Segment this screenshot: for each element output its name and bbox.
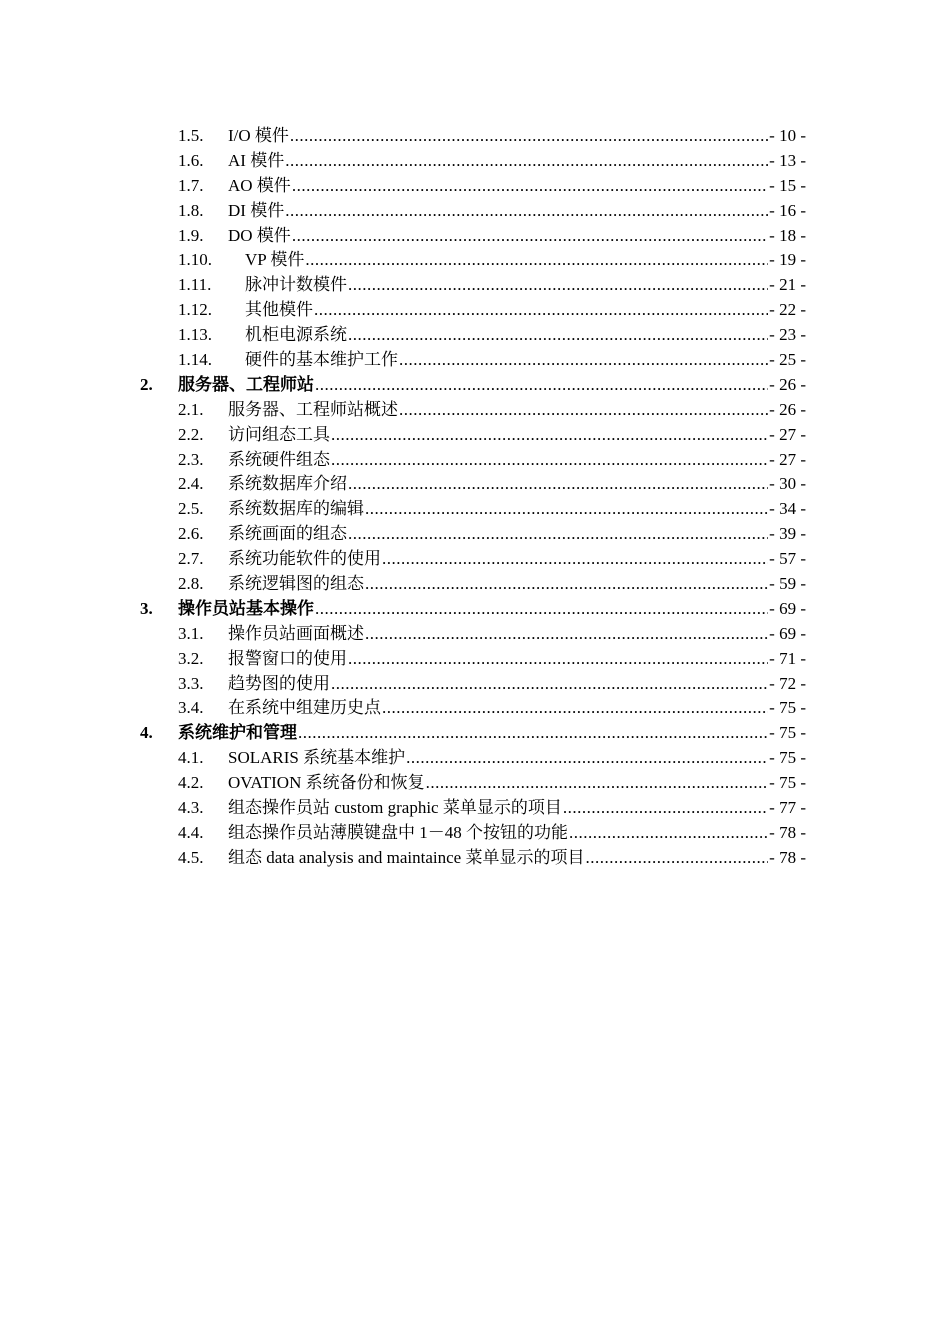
toc-entry-title: 组态操作员站 custom graphic 菜单显示的项目 [228, 798, 562, 818]
toc-dot-leader [563, 796, 768, 821]
toc-entry-page: - 25 - [769, 350, 806, 370]
toc-entry-title: VP 模件 [245, 250, 305, 270]
toc-dot-leader [314, 298, 768, 323]
toc-dot-leader [365, 497, 768, 522]
toc-dot-leader [382, 696, 768, 721]
toc-entry-number: 2.3. [178, 449, 204, 469]
toc-dot-leader [305, 248, 768, 273]
toc-entry-page: - 78 - [769, 822, 806, 842]
toc-entry-number: 2.4. [178, 474, 204, 494]
toc-entry-number: 2.1. [178, 399, 204, 419]
toc-entry[interactable] [140, 647, 806, 672]
toc-entry-number: 4.2. [178, 773, 204, 793]
toc-entry-number: 2.7. [178, 549, 204, 569]
toc-entry-title: 服务器、工程师站概述 [228, 399, 398, 419]
toc-entry[interactable] [140, 696, 806, 721]
toc-entry-title: 系统画面的组态 [228, 524, 347, 544]
toc-dot-leader [331, 448, 768, 473]
toc-entry[interactable] [140, 472, 806, 497]
toc-entry-title: 操作员站画面概述 [228, 623, 364, 643]
toc-entry-page: - 30 - [769, 474, 806, 494]
toc-entry-title: 脉冲计数模件 [245, 275, 347, 295]
toc-entry-number: 3.3. [178, 673, 204, 693]
toc-entry-title: AO 模件 [228, 175, 291, 195]
toc-entry-page: - 69 - [769, 598, 806, 618]
toc-entry-number: 3.2. [178, 648, 204, 668]
toc-entry-page: - 23 - [769, 325, 806, 345]
toc-entry-page: - 15 - [769, 175, 806, 195]
toc-entry-page: - 27 - [769, 449, 806, 469]
toc-entry-title: 硬件的基本维护工作 [245, 350, 398, 370]
toc-entry-title: OVATION 系统备份和恢复 [228, 773, 425, 793]
toc-entry-page: - 34 - [769, 499, 806, 519]
toc-entry-number: 2.5. [178, 499, 204, 519]
toc-entry-page: - 78 - [769, 847, 806, 867]
toc-dot-leader [348, 472, 768, 497]
toc-entry-title: 组态操作员站薄膜键盘中 1－48 个按钮的功能 [228, 822, 568, 842]
toc-entry-page: - 71 - [769, 648, 806, 668]
toc-entry[interactable] [140, 796, 806, 821]
toc-entry-title: 访问组态工具 [228, 424, 330, 444]
toc-dot-leader [365, 572, 768, 597]
toc-entry[interactable] [140, 821, 806, 846]
toc-entry-number: 1.13. [178, 325, 212, 345]
toc-entry-number: 2.2. [178, 424, 204, 444]
toc-entry-title: AI 模件 [228, 150, 285, 170]
toc-entry-number: 1.8. [178, 200, 204, 220]
toc-entry-number: 1.12. [178, 300, 212, 320]
toc-entry-number: 4.4. [178, 822, 204, 842]
toc-dot-leader [382, 547, 768, 572]
toc-entry-title: 报警窗口的使用 [228, 648, 347, 668]
toc-entry-page: - 22 - [769, 300, 806, 320]
toc-entry[interactable] [140, 771, 806, 796]
toc-entry-page: - 75 - [769, 773, 806, 793]
toc-dot-leader [406, 746, 768, 771]
toc-entry-title: 其他模件 [245, 300, 313, 320]
toc-entry-title: DI 模件 [228, 200, 285, 220]
toc-entry[interactable] [140, 273, 806, 298]
toc-entry-number: 1.9. [178, 225, 204, 245]
toc-dot-leader [348, 323, 768, 348]
toc-dot-leader [569, 821, 768, 846]
toc-entry-title: 系统数据库介绍 [228, 474, 347, 494]
toc-entry-page: - 77 - [769, 798, 806, 818]
toc-dot-leader [331, 672, 768, 697]
toc-chapter-entry[interactable] [140, 721, 806, 746]
toc-entry-title: 系统维护和管理 [178, 723, 297, 743]
toc-entry[interactable] [140, 348, 806, 373]
toc-entry[interactable] [140, 248, 806, 273]
toc-dot-leader [298, 721, 768, 746]
toc-entry-number: 4.3. [178, 798, 204, 818]
toc-dot-leader [348, 647, 768, 672]
toc-entry-title: I/O 模件 [228, 126, 289, 145]
toc-entry-page: - 19 - [769, 250, 806, 270]
toc-entry-number: 3. [140, 598, 153, 618]
toc-entry-number: 1.11. [178, 275, 212, 295]
toc-entry[interactable] [140, 174, 806, 199]
toc-entry-title: DO 模件 [228, 225, 291, 245]
toc-entry-page: - 13 - [769, 150, 806, 170]
toc-entry[interactable] [140, 497, 806, 522]
toc-dot-leader [348, 273, 768, 298]
toc-entry-title: 系统逻辑图的组态 [228, 574, 364, 594]
toc-dot-leader [285, 199, 768, 224]
toc-dot-leader [315, 373, 768, 398]
toc-entry-number: 1.14. [178, 350, 212, 370]
toc-dot-leader [348, 522, 768, 547]
toc-entry-number: 2. [140, 374, 153, 394]
toc-entry[interactable] [140, 746, 806, 771]
toc-chapter-entry[interactable] [140, 373, 806, 398]
toc-entry[interactable] [140, 199, 806, 224]
toc-entry-page: - 21 - [769, 275, 806, 295]
toc-entry[interactable] [140, 149, 806, 174]
toc-dot-leader [399, 348, 768, 373]
toc-entry-page: - 59 - [769, 574, 806, 594]
toc-entry-page: - 26 - [769, 374, 806, 394]
toc-dot-leader [426, 771, 769, 796]
toc-dot-leader [315, 597, 768, 622]
toc-entry-title: 在系统中组建历史点 [228, 698, 381, 718]
toc-entry-page: - 72 - [769, 673, 806, 693]
toc-entry-page: - 10 - [769, 126, 806, 145]
toc-dot-leader [399, 398, 768, 423]
toc-entry[interactable] [140, 522, 806, 547]
toc-entry-page: - 26 - [769, 399, 806, 419]
toc-entry-page: - 57 - [769, 549, 806, 569]
toc-entry-number: 2.8. [178, 574, 204, 594]
toc-entry[interactable] [140, 323, 806, 348]
toc-entry-title: 操作员站基本操作 [178, 598, 314, 618]
toc-dot-leader [585, 846, 768, 871]
toc-dot-leader [331, 423, 768, 448]
toc-entry-page: - 75 - [769, 723, 806, 743]
table-of-contents [140, 124, 806, 871]
toc-entry-page: - 18 - [769, 225, 806, 245]
toc-dot-leader [292, 174, 768, 199]
toc-entry-page: - 75 - [769, 698, 806, 718]
toc-entry-title: 系统数据库的编辑 [228, 499, 364, 519]
toc-entry[interactable] [140, 547, 806, 572]
toc-entry[interactable] [140, 846, 806, 871]
toc-entry[interactable] [140, 224, 806, 249]
toc-entry-number: 1.7. [178, 175, 204, 195]
toc-entry-title: 服务器、工程师站 [178, 374, 314, 394]
toc-entry-page: - 39 - [769, 524, 806, 544]
toc-entry[interactable] [140, 622, 806, 647]
toc-entry-number: 4.1. [178, 748, 204, 768]
toc-entry-page: - 27 - [769, 424, 806, 444]
toc-entry-number: 1.5. [178, 126, 204, 145]
toc-entry-number: 3.1. [178, 623, 204, 643]
toc-dot-leader [365, 622, 768, 647]
toc-entry[interactable] [140, 572, 806, 597]
toc-entry-title: 趋势图的使用 [228, 673, 330, 693]
toc-entry-title: 系统功能软件的使用 [228, 549, 381, 569]
toc-entry-title: 系统硬件组态 [228, 449, 330, 469]
toc-entry-number: 4.5. [178, 847, 204, 867]
toc-entry-number: 1.10. [178, 250, 212, 270]
toc-entry-number: 1.6. [178, 150, 204, 170]
toc-entry-page: - 69 - [769, 623, 806, 643]
toc-entry[interactable] [140, 672, 806, 697]
toc-entry-page: - 75 - [769, 748, 806, 768]
toc-entry-number: 3.4. [178, 698, 204, 718]
toc-entry-number: 4. [140, 723, 153, 743]
toc-dot-leader [290, 124, 768, 149]
toc-entry[interactable] [140, 448, 806, 473]
toc-entry[interactable] [140, 124, 806, 149]
toc-entry[interactable] [140, 423, 806, 448]
toc-entry[interactable] [140, 398, 806, 423]
toc-dot-leader [285, 149, 768, 174]
toc-entry[interactable] [140, 298, 806, 323]
toc-entry-title: 组态 data analysis and maintaince 菜单显示的项目 [228, 847, 585, 867]
toc-dot-leader [292, 224, 768, 249]
toc-entry-page: - 16 - [769, 200, 806, 220]
toc-entry-title: 机柜电源系统 [245, 325, 347, 345]
toc-entry-title: SOLARIS 系统基本维护 [228, 748, 406, 768]
toc-entry-number: 2.6. [178, 524, 204, 544]
toc-chapter-entry[interactable] [140, 597, 806, 622]
